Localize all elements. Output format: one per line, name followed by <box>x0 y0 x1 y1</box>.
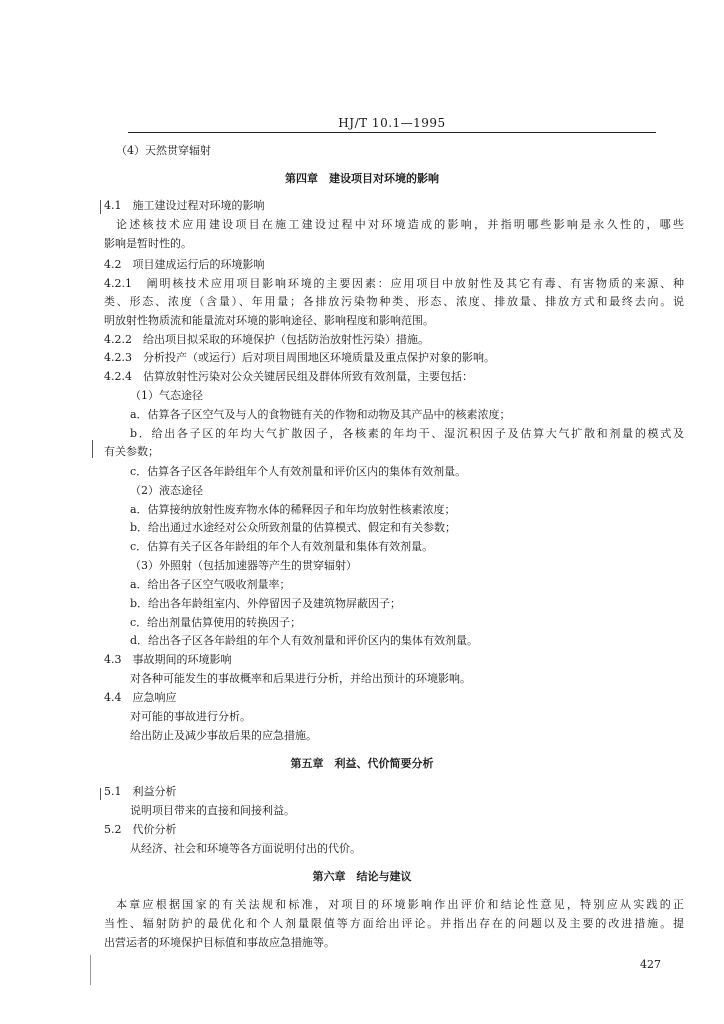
subsection-liquid-pathway: （2）液态途径 <box>130 484 203 497</box>
list-item: c．给出剂量估算使用的转换因子； <box>130 616 302 629</box>
list-item: b．给出各子区的年均大气扩散因子，各核素的年均干、湿沉积因子及估算大气扩散和剂量的模式及 <box>130 427 684 440</box>
list-item: c．估算有关子区各年龄组的年个人有效剂量和集体有效剂量。 <box>130 540 434 553</box>
list-item: a．给出各子区空气吸收剂量率； <box>130 578 291 591</box>
subsection-gaseous-pathway: （1）气态途径 <box>130 389 203 402</box>
paragraph-line: 明放射性物质流和能量流对环境的影响途径、影响程度和影响范围。 <box>104 314 434 327</box>
list-item: d．给出各子区各年龄组的年个人有效剂量和评价区内的集体有效剂量。 <box>130 634 479 647</box>
paragraph-line: 给出防止及减少事故后果的应急措施。 <box>130 729 317 742</box>
scan-margin-mark <box>100 788 101 800</box>
list-item: a．估算接纳放射性废弃物水体的稀释因子和年均放射性核素浓度； <box>130 503 456 516</box>
subsection-external-exposure: （3）外照射（包括加速器等产生的贯穿辐射） <box>130 559 357 572</box>
paragraph-line: 影响是暂时性的。 <box>104 237 192 250</box>
section-4-3-heading: 4.3 事故期间的环境影响 <box>104 653 232 666</box>
section-5-1-heading: 5.1 利益分析 <box>104 785 177 798</box>
list-item: b．给出通过水途经对公众所致剂量的估算模式、假定和有关参数； <box>130 521 457 534</box>
paragraph-line: 类、形态、浓度（含量）、年用量；各排放污染物种类、形态、浓度、排放量、排放方式和最终去向。说 <box>104 295 684 308</box>
section-5-2-heading: 5.2 代价分析 <box>104 823 177 836</box>
section-4-1-heading: 4.1 施工建设过程对环境的影响 <box>104 199 265 212</box>
paragraph-line: 说明项目带来的直接和间接利益。 <box>130 804 295 817</box>
section-4-2-2-line: 4.2.2 给出项目拟采取的环境保护（包括防治放射性污染）措施。 <box>104 333 429 346</box>
list-item: a．估算各子区空气及与人的食物链有关的作物和动物及其产品中的核素浓度； <box>130 408 511 421</box>
section-4-2-3-line: 4.2.3 分析投产（或运行）后对项目周围地区环境质量及重点保护对象的影响。 <box>104 351 495 364</box>
scan-margin-mark <box>100 200 101 214</box>
chapter-5-title: 第五章 利益、代价简要分析 <box>290 757 434 770</box>
paragraph-line: 出营运者的环境保护目标值和事故应急措施等。 <box>104 936 335 949</box>
scan-margin-mark <box>90 955 91 985</box>
section-4-2-heading: 4.2 项目建成运行后的环境影响 <box>104 258 265 271</box>
list-item-natural-radiation: （4）天然贯穿辐射 <box>116 144 211 157</box>
section-4-2-4-line: 4.2.4 估算放射性污染对公众关键居民组及群体所致有效剂量，主要包括： <box>104 370 473 383</box>
paragraph-line: 从经济、社会和环境等各方面说明付出的代价。 <box>130 842 361 855</box>
list-item-continuation: 有关参数； <box>104 445 159 458</box>
section-4-4-heading: 4.4 应急响应 <box>104 691 177 704</box>
chapter-6-title: 第六章 结论与建议 <box>312 870 412 883</box>
list-item: b．给出各年龄组室内、外停留因子及建筑物屏蔽因子； <box>130 597 402 610</box>
section-4-2-1-line: 4.2.1 阐明核技术应用项目影响环境的主要因素：应用项目中放射性及其它有毒、有害物质的来源、种 <box>104 277 684 290</box>
paragraph-line: 当性、辐射防护的最优化和个人剂量限值等方面给出评论。并指出存在的问题以及主要的改进措施。提 <box>104 917 684 930</box>
paragraph-line: 对各种可能发生的事故概率和后果进行分析，并给出预计的环境影响。 <box>130 672 471 685</box>
list-item: c．估算各子区各年龄组年个人有效剂量和评价区内的集体有效剂量。 <box>130 465 467 478</box>
paragraph-line: 论述核技术应用建设项目在施工建设过程中对环境造成的影响，并指明哪些影响是永久性的，哪些 <box>116 218 684 231</box>
scan-margin-mark <box>92 440 93 458</box>
chapter-4-title: 第四章 建设项目对环境的影响 <box>285 172 439 185</box>
paragraph-line: 本章应根据国家的有关法规和标准，对项目的环境影响作出评价和结论性意见，特别应从实践的正 <box>116 898 684 911</box>
standard-code-header: HJ/T 10.1—1995 <box>128 116 656 133</box>
paragraph-line: 对可能的事故进行分析。 <box>130 710 251 723</box>
page-number: 427 <box>640 958 661 971</box>
